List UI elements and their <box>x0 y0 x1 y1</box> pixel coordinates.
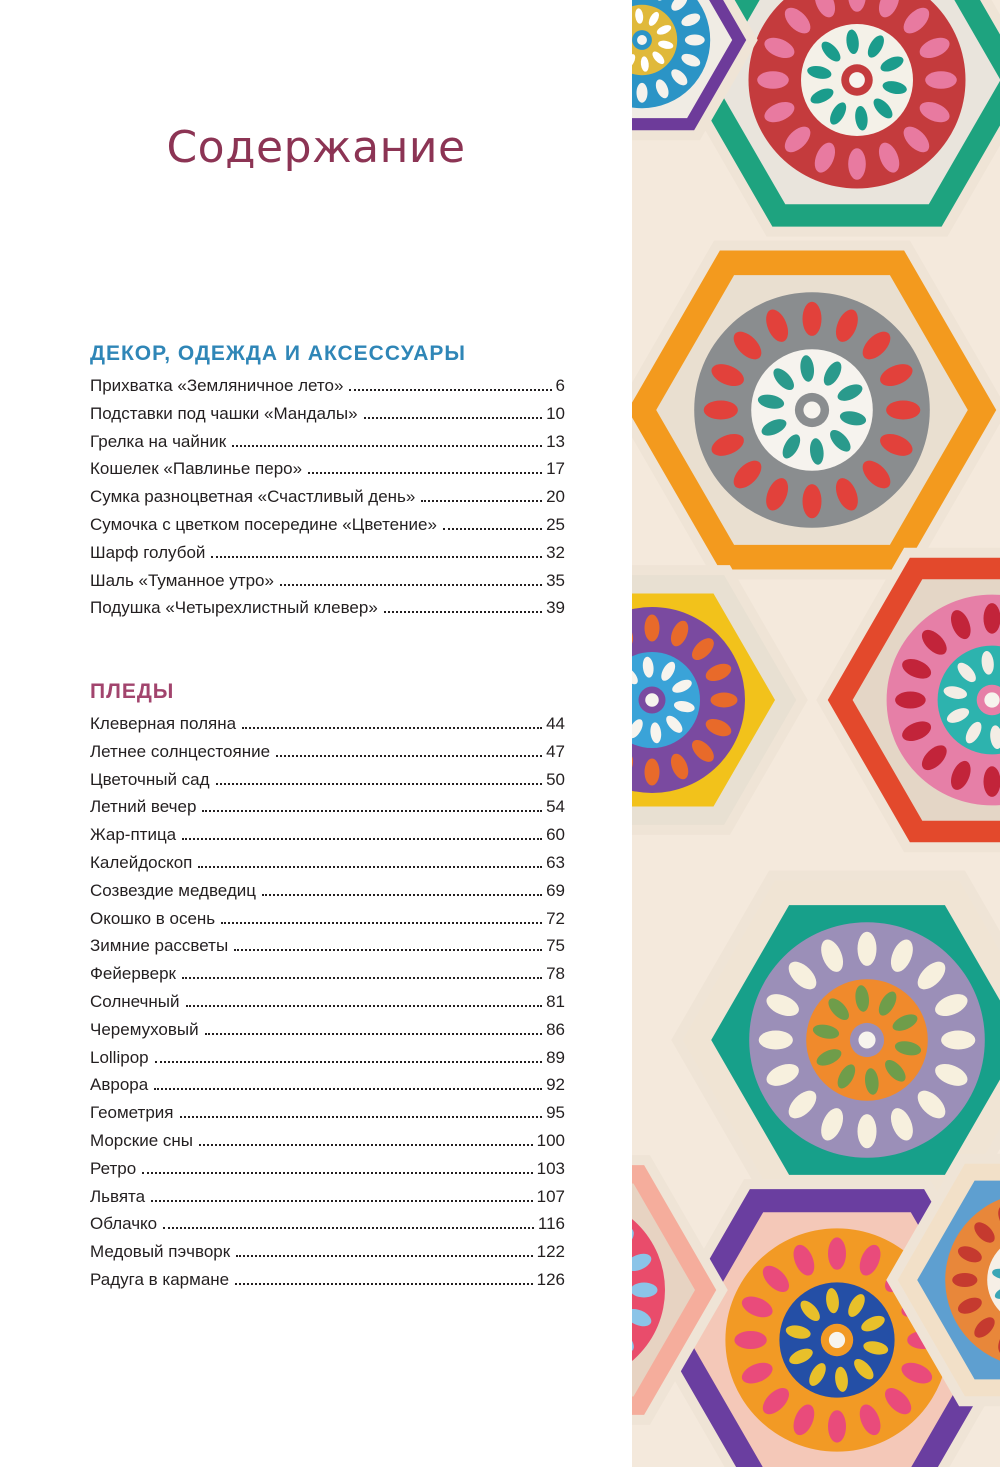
toc-entry-page: 47 <box>546 741 565 761</box>
toc-leader-dots <box>384 611 542 613</box>
toc-leader-dots <box>280 584 542 586</box>
toc-entry-page: 122 <box>536 1242 565 1262</box>
toc-entry-page: 126 <box>536 1269 565 1289</box>
toc-entry[interactable] <box>90 598 565 626</box>
toc-entry-title: Клеверная поляна <box>90 714 237 733</box>
toc-entry-title: Окошко в осень <box>90 908 216 928</box>
toc-leader-dots <box>236 1255 532 1257</box>
toc-leader-dots <box>276 755 542 757</box>
toc-entry[interactable] <box>90 459 565 487</box>
toc-entry-page: 95 <box>546 1103 565 1123</box>
toc-leader-dots <box>142 1172 532 1174</box>
toc-leader-dots <box>182 838 542 840</box>
toc-entry[interactable] <box>90 853 565 881</box>
toc-entry-title: Геометрия <box>90 1103 174 1123</box>
section-heading-decor: ДЕКОР, ОДЕЖДА И АКСЕССУАРЫ <box>90 342 466 365</box>
toc-entry-title: Морские сны <box>90 1130 193 1150</box>
toc-entry-title: Черемуховый <box>90 1019 199 1039</box>
toc-entry[interactable] <box>90 714 565 742</box>
toc-entry-page: 50 <box>546 769 565 789</box>
toc-leader-dots <box>262 894 542 896</box>
toc-leader-dots <box>205 1033 542 1035</box>
toc-entry-page: 20 <box>546 487 565 507</box>
toc-entry[interactable] <box>90 770 565 798</box>
toc-list-decor <box>90 376 565 626</box>
toc-entry[interactable] <box>90 964 565 992</box>
toc-entry[interactable] <box>90 543 565 571</box>
toc-entry-title: Грелка на чайник <box>90 431 227 451</box>
toc-entry[interactable] <box>90 909 565 937</box>
toc-entry[interactable] <box>90 1020 565 1048</box>
toc-list-blankets <box>90 714 565 1298</box>
toc-entry-title: Медовый пэчворк <box>90 1242 231 1262</box>
toc-entry-title: Цветочный сад <box>90 769 210 789</box>
toc-entry-page: 72 <box>546 908 565 928</box>
toc-entry-title: Летнее солнцестояние <box>90 741 271 761</box>
toc-leader-dots <box>154 1088 542 1090</box>
toc-entry-page: 35 <box>546 570 565 590</box>
crochet-photo <box>632 0 1000 1467</box>
toc-entry-page: 103 <box>536 1158 565 1178</box>
toc-entry-page: 78 <box>546 964 565 984</box>
toc-leader-dots <box>151 1200 533 1202</box>
toc-entry-title: Подушка «Четырехлистный клевер» <box>90 598 378 618</box>
toc-leader-dots <box>443 528 542 530</box>
toc-entry-title: Калейдоскоп <box>90 852 193 872</box>
toc-entry-title: Ретро <box>90 1158 137 1178</box>
toc-entry-title: Прихватка «Земляничное лето» <box>90 376 344 395</box>
section-heading-blankets: ПЛЕДЫ <box>90 680 175 703</box>
toc-entry-title: Подставки под чашки «Мандалы» <box>90 403 358 423</box>
toc-leader-dots <box>216 783 543 785</box>
toc-leader-dots <box>308 472 542 474</box>
toc-leader-dots <box>199 1144 533 1146</box>
toc-leader-dots <box>349 389 551 391</box>
toc-entry-page: 86 <box>546 1019 565 1039</box>
toc-entry-title: Аврора <box>90 1075 149 1095</box>
toc-entry[interactable] <box>90 881 565 909</box>
toc-entry[interactable] <box>90 432 565 460</box>
toc-entry-page: 13 <box>546 431 565 451</box>
toc-entry[interactable] <box>90 487 565 515</box>
toc-entry[interactable] <box>90 1187 565 1215</box>
toc-entry-title: Жар-птица <box>90 825 177 845</box>
toc-entry[interactable] <box>90 1131 565 1159</box>
toc-entry-title: Летний вечер <box>90 797 197 817</box>
toc-entry-title: Радуга в кармане <box>90 1269 230 1289</box>
toc-entry[interactable] <box>90 1075 565 1103</box>
toc-entry[interactable] <box>90 825 565 853</box>
toc-entry-title: Фейерверк <box>90 964 176 984</box>
toc-leader-dots <box>180 1116 543 1118</box>
toc-entry-page: 39 <box>546 598 565 618</box>
toc-entry[interactable] <box>90 1270 565 1298</box>
toc-entry[interactable] <box>90 936 565 964</box>
toc-entry-title: Солнечный <box>90 991 180 1011</box>
toc-leader-dots <box>182 977 542 979</box>
toc-leader-dots <box>221 922 542 924</box>
toc-leader-dots <box>421 500 542 502</box>
toc-leader-dots <box>364 417 542 419</box>
toc-entry-title: Шаль «Туманное утро» <box>90 570 274 590</box>
toc-leader-dots <box>242 727 542 729</box>
crochet-hexagon-illustration <box>632 0 1000 1467</box>
toc-leader-dots <box>232 445 542 447</box>
toc-entry-page: 25 <box>546 514 565 534</box>
toc-entry-title: Львята <box>90 1186 146 1206</box>
toc-leader-dots <box>155 1061 542 1063</box>
toc-leader-dots <box>198 866 542 868</box>
toc-entry-page: 6 <box>555 376 565 395</box>
toc-entry[interactable] <box>90 1242 565 1270</box>
toc-entry[interactable] <box>90 797 565 825</box>
toc-entry[interactable] <box>90 571 565 599</box>
toc-entry[interactable] <box>90 1048 565 1076</box>
toc-entry-title: Сумка разноцветная «Счастливый день» <box>90 487 416 507</box>
toc-entry-page: 69 <box>546 880 565 900</box>
toc-entry-page: 100 <box>536 1130 565 1150</box>
toc-entry-title: Зимние рассветы <box>90 936 229 956</box>
toc-entry-title: Сумочка с цветком посередине «Цветение» <box>90 514 437 534</box>
toc-entry-title: Lollipop <box>90 1047 149 1067</box>
toc-entry-page: 54 <box>546 797 565 817</box>
toc-entry-page: 92 <box>546 1075 565 1095</box>
toc-leader-dots <box>202 810 542 812</box>
toc-entry-title: Созвездие медведиц <box>90 880 257 900</box>
toc-entry-page: 17 <box>546 459 565 479</box>
toc-entry-page: 81 <box>546 991 565 1011</box>
toc-entry[interactable] <box>90 1159 565 1187</box>
toc-entry[interactable] <box>90 992 565 1020</box>
toc-leader-dots <box>163 1227 534 1229</box>
toc-entry[interactable] <box>90 1103 565 1131</box>
toc-entry-page: 10 <box>546 403 565 423</box>
toc-entry-page: 107 <box>536 1186 565 1206</box>
toc-entry-page: 63 <box>546 852 565 872</box>
toc-entry-title: Кошелек «Павлинье перо» <box>90 459 303 479</box>
toc-entry[interactable] <box>90 376 565 404</box>
toc-leader-dots <box>211 556 542 558</box>
toc-entry-page: 44 <box>546 714 565 733</box>
toc-entry-page: 75 <box>546 936 565 956</box>
toc-entry[interactable] <box>90 404 565 432</box>
toc-leader-dots <box>235 1283 533 1285</box>
toc-entry[interactable] <box>90 742 565 770</box>
toc-entry-title: Шарф голубой <box>90 542 206 562</box>
toc-entry[interactable] <box>90 515 565 543</box>
page-title: Содержание <box>166 122 466 173</box>
toc-entry-page: 89 <box>546 1047 565 1067</box>
toc-leader-dots <box>186 1005 543 1007</box>
toc-entry-page: 60 <box>546 825 565 845</box>
toc-leader-dots <box>234 949 542 951</box>
toc-entry[interactable] <box>90 1214 565 1242</box>
toc-entry-title: Облачко <box>90 1214 158 1234</box>
toc-entry-page: 32 <box>546 542 565 562</box>
toc-entry-page: 116 <box>537 1214 565 1234</box>
